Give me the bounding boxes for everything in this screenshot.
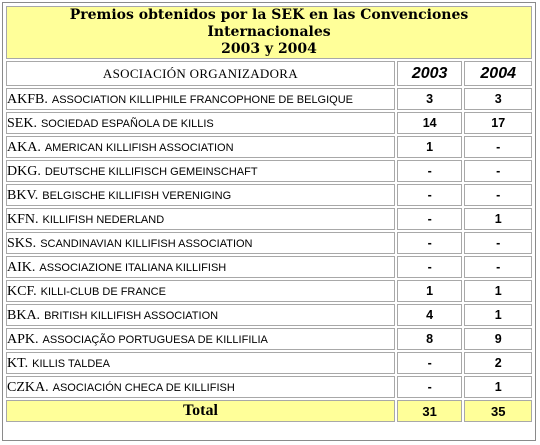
organization-name: BELGISCHE KILLIFISH VERENIGING — [42, 190, 232, 202]
value-2004-cell: 1 — [464, 280, 532, 302]
organization-cell — [6, 208, 395, 230]
organization-cell — [6, 376, 395, 398]
table-title — [6, 6, 532, 59]
value-2004-cell: 3 — [464, 88, 532, 110]
organization-name: AMERICAN KILLIFISH ASSOCIATION — [44, 142, 234, 154]
title-row — [6, 6, 532, 59]
organization-cell — [6, 328, 395, 350]
value-2004-cell: 1 — [464, 376, 532, 398]
value-2004-cell: - — [464, 232, 532, 254]
value-2003-cell: - — [397, 184, 463, 206]
organization-abbr: BKV. — [7, 188, 39, 203]
organization-abbr: AIK. — [7, 260, 36, 275]
value-2003-cell: - — [397, 256, 463, 278]
value-2004-cell: 2 — [464, 352, 532, 374]
table-row — [6, 88, 532, 110]
organization-cell — [6, 352, 395, 374]
organization-abbr: SEK. — [7, 116, 37, 131]
organization-name: BRITISH KILLIFISH ASSOCIATION — [44, 310, 219, 322]
organization-cell — [6, 88, 395, 110]
value-2003-cell: 4 — [397, 304, 463, 326]
total-2003: 31 — [397, 400, 463, 422]
organization-abbr: AKFB. — [7, 92, 48, 107]
value-2003-cell: - — [397, 352, 463, 374]
value-2003-cell: 1 — [397, 280, 463, 302]
organization-cell — [6, 232, 395, 254]
organization-abbr: CZKA. — [7, 380, 49, 395]
value-2004-cell: - — [464, 160, 532, 182]
organization-cell — [6, 256, 395, 278]
organization-name: ASOCIACIÓN CHECA DE KILLIFISH — [52, 382, 235, 394]
title-line-1: Premios obtenidos por la SEK en las Convenciones Internacionales — [69, 7, 469, 40]
value-2004-cell: 1 — [464, 304, 532, 326]
organization-name: DEUTSCHE KILLIFISCH GEMEINSCHAFT — [44, 166, 258, 178]
organization-abbr: KCF. — [7, 284, 37, 299]
organization-name: SOCIEDAD ESPAÑOLA DE KILLIS — [40, 118, 214, 130]
value-2004-cell: 9 — [464, 328, 532, 350]
organization-abbr: DKG. — [7, 164, 41, 179]
value-2003-cell: 1 — [397, 136, 463, 158]
value-2003-cell: - — [397, 160, 463, 182]
total-label: Total — [6, 400, 395, 422]
table-row — [6, 328, 532, 350]
value-2004-cell: - — [464, 256, 532, 278]
table-row — [6, 232, 532, 254]
value-2004-cell: - — [464, 184, 532, 206]
value-2003-cell: 8 — [397, 328, 463, 350]
value-2003-cell: 14 — [397, 112, 463, 134]
value-2004-cell: - — [464, 136, 532, 158]
value-2003-cell: - — [397, 208, 463, 230]
table-row — [6, 256, 532, 278]
organization-name: KILLI-CLUB DE FRANCE — [40, 286, 166, 298]
organization-cell — [6, 136, 395, 158]
value-2004-cell: 1 — [464, 208, 532, 230]
organization-abbr: KFN. — [7, 212, 39, 227]
organization-name: ASSOCIAÇÃO PORTUGUESA DE KILLIFILIA — [42, 334, 268, 346]
table-row — [6, 112, 532, 134]
organization-abbr: APK. — [7, 332, 39, 347]
table-row — [6, 280, 532, 302]
organization-name: SCANDINAVIAN KILLIFISH ASSOCIATION — [40, 238, 253, 250]
organization-abbr: SKS. — [7, 236, 37, 251]
organization-cell — [6, 184, 395, 206]
organization-cell — [6, 304, 395, 326]
organization-abbr: AKA. — [7, 140, 41, 155]
organization-cell — [6, 160, 395, 182]
table-row — [6, 160, 532, 182]
organization-cell — [6, 112, 395, 134]
table-row — [6, 136, 532, 158]
value-2003-cell: - — [397, 376, 463, 398]
organization-cell — [6, 280, 395, 302]
table-row — [6, 352, 532, 374]
organization-name: KILLIFISH NEDERLAND — [42, 214, 165, 226]
title-line-2: 2003 y 2004 — [221, 41, 317, 57]
total-2004: 35 — [464, 400, 532, 422]
header-year-2003: 2003 — [397, 61, 463, 86]
total-row — [6, 400, 532, 422]
value-2003-cell: - — [397, 232, 463, 254]
organization-name: ASSOCIAZIONE ITALIANA KILLIFISH — [39, 262, 227, 274]
organization-name: KILLIS TALDEA — [32, 358, 110, 370]
organization-abbr: BKA. — [7, 308, 41, 323]
organization-name: ASSOCIATION KILLIPHILE FRANCOPHONE DE BELGIQUE — [51, 94, 354, 106]
table-row — [6, 304, 532, 326]
header-row — [6, 61, 532, 86]
table-row — [6, 184, 532, 206]
header-year-2004: 2004 — [464, 61, 532, 86]
header-organization: ASOCIACIÓN ORGANIZADORA — [6, 61, 395, 86]
value-2003-cell: 3 — [397, 88, 463, 110]
organization-abbr: KT. — [7, 356, 29, 371]
value-2004-cell: 17 — [464, 112, 532, 134]
table-row — [6, 208, 532, 230]
awards-table — [4, 4, 534, 424]
table-row — [6, 376, 532, 398]
